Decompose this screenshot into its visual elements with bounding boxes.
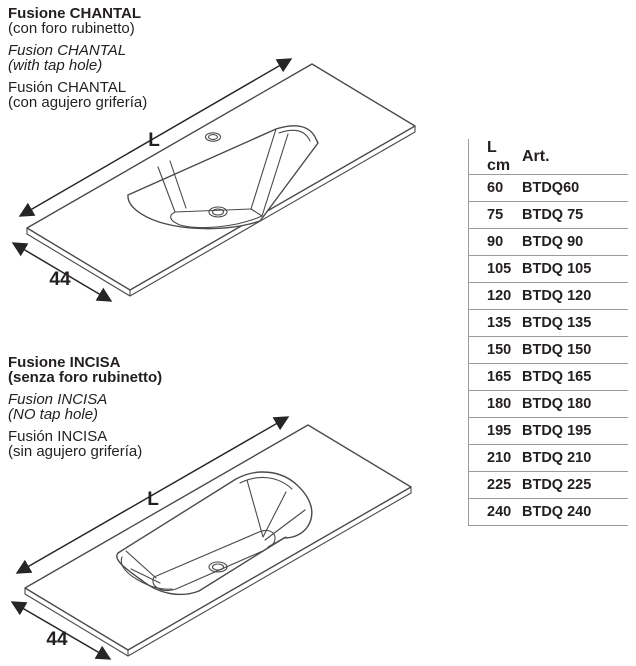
cell-l-cm: 150 <box>487 342 512 358</box>
cell-art: BTDQ 105 <box>522 261 592 277</box>
table-row <box>469 418 628 445</box>
incisa-title-it: Fusione INCISA <box>8 354 121 371</box>
table-row <box>469 229 628 256</box>
size-table <box>468 139 628 526</box>
header-l-cm: L cm <box>487 138 511 174</box>
chantal-length-label: L <box>148 130 160 151</box>
cell-l-cm: 60 <box>487 180 504 196</box>
table-row <box>469 202 628 229</box>
cell-l-cm: 165 <box>487 369 512 385</box>
incisa-length-label: L <box>147 489 159 510</box>
table-row <box>469 337 628 364</box>
header-art: Art. <box>522 147 550 165</box>
table-row <box>469 364 628 391</box>
table-row <box>469 283 628 310</box>
incisa-label-block <box>8 355 162 459</box>
cell-art: BTDQ 135 <box>522 315 592 331</box>
cell-art: BTDQ 75 <box>522 207 584 223</box>
cell-art: BTDQ 165 <box>522 369 592 385</box>
chantal-title-en: Fusion CHANTAL <box>8 42 127 59</box>
incisa-subtitle-it: (senza foro rubinetto) <box>8 369 163 386</box>
cell-l-cm: 75 <box>487 207 504 223</box>
cell-art: BTDQ 195 <box>522 423 592 439</box>
chantal-subtitle-es: (con agujero grifería) <box>8 94 148 111</box>
cell-l-cm: 240 <box>487 504 512 520</box>
cell-art: BTDQ60 <box>522 180 580 196</box>
incisa-subtitle-es: (sin agujero grifería) <box>8 443 143 460</box>
table-row <box>469 499 628 526</box>
chantal-depth-label: 44 <box>49 269 71 290</box>
table-row <box>469 256 628 283</box>
table-row <box>469 472 628 499</box>
cell-l-cm: 105 <box>487 261 512 277</box>
cell-l-cm: 120 <box>487 288 512 304</box>
table-row <box>469 391 628 418</box>
chantal-label-block <box>8 6 147 110</box>
cell-art: BTDQ 225 <box>522 477 592 493</box>
incisa-title-en: Fusion INCISA <box>8 391 108 408</box>
cell-l-cm: 180 <box>487 396 512 412</box>
cell-art: BTDQ 90 <box>522 234 584 250</box>
chantal-subtitle-it: (con foro rubinetto) <box>8 20 135 37</box>
chantal-subtitle-en: (with tap hole) <box>8 57 103 74</box>
incisa-subtitle-en: (NO tap hole) <box>8 406 99 423</box>
cell-l-cm: 225 <box>487 477 512 493</box>
cell-art: BTDQ 120 <box>522 288 592 304</box>
cell-art: BTDQ 150 <box>522 342 592 358</box>
cell-l-cm: 210 <box>487 450 512 466</box>
cell-art: BTDQ 180 <box>522 396 592 412</box>
table-row <box>469 310 628 337</box>
cell-l-cm: 135 <box>487 315 512 331</box>
table-row <box>469 175 628 202</box>
chantal-title-it: Fusione CHANTAL <box>8 5 142 22</box>
cell-art: BTDQ 210 <box>522 450 592 466</box>
size-table-header <box>469 139 628 175</box>
cell-l-cm: 90 <box>487 234 504 250</box>
incisa-depth-label: 44 <box>46 629 68 650</box>
cell-l-cm: 195 <box>487 423 512 439</box>
incisa-title-es: Fusión INCISA <box>8 428 108 445</box>
chantal-title-es: Fusión CHANTAL <box>8 79 127 96</box>
cell-art: BTDQ 240 <box>522 504 592 520</box>
table-row <box>469 445 628 472</box>
